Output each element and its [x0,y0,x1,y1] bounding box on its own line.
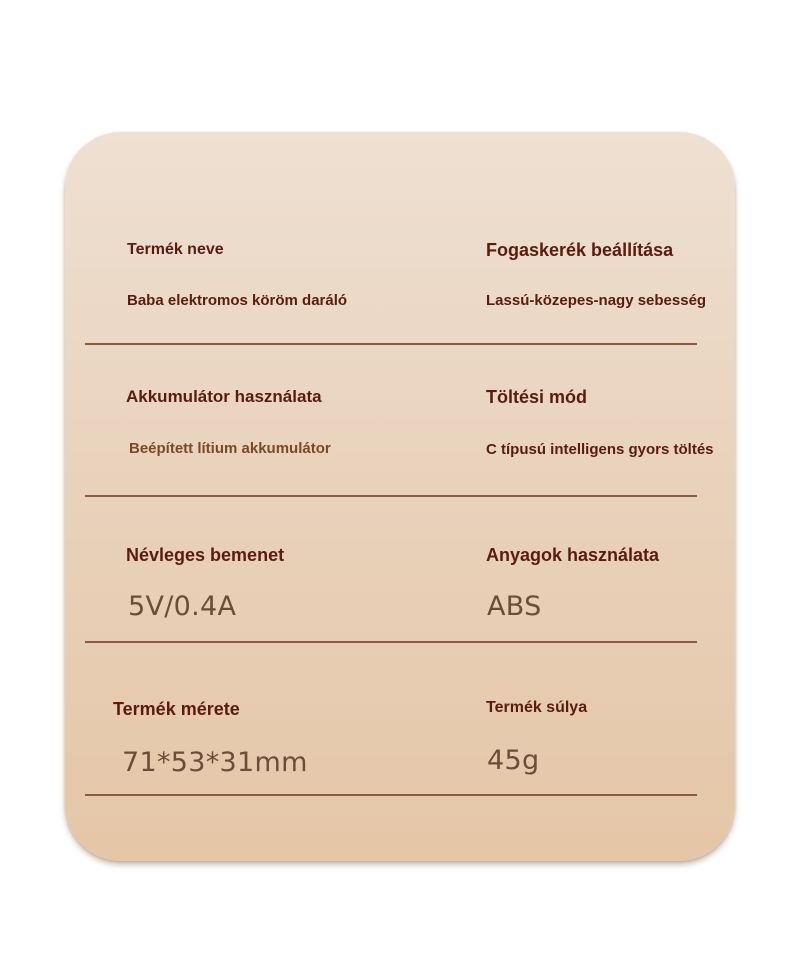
rated-input-label: Névleges bemenet [126,545,285,565]
weight-label: Termék súlya [486,699,588,716]
product-name-value: Baba elektromos köröm daráló [127,292,348,309]
rated-input-value: 5V/0.4A [128,591,237,622]
charging-label: Töltési mód [486,387,588,407]
divider-4 [85,794,697,796]
gear-setting-label: Fogaskerék beállítása [486,240,674,260]
divider-2 [85,495,697,497]
materials-value: ABS [487,591,542,622]
product-name-label: Termék neve [127,241,224,258]
divider-3 [85,641,697,643]
divider-1 [85,343,697,345]
weight-value: 45g [487,745,540,776]
battery-value: Beépített lítium akkumulátor [129,440,331,457]
gear-setting-value: Lassú-közepes-nagy sebesség [486,292,707,309]
charging-value: C típusú intelligens gyors töltés [486,441,714,458]
size-value: 71*53*31mm [122,747,308,778]
materials-label: Anyagok használata [486,545,660,565]
size-label: Termék mérete [113,699,240,719]
battery-label: Akkumulátor használata [126,387,322,406]
